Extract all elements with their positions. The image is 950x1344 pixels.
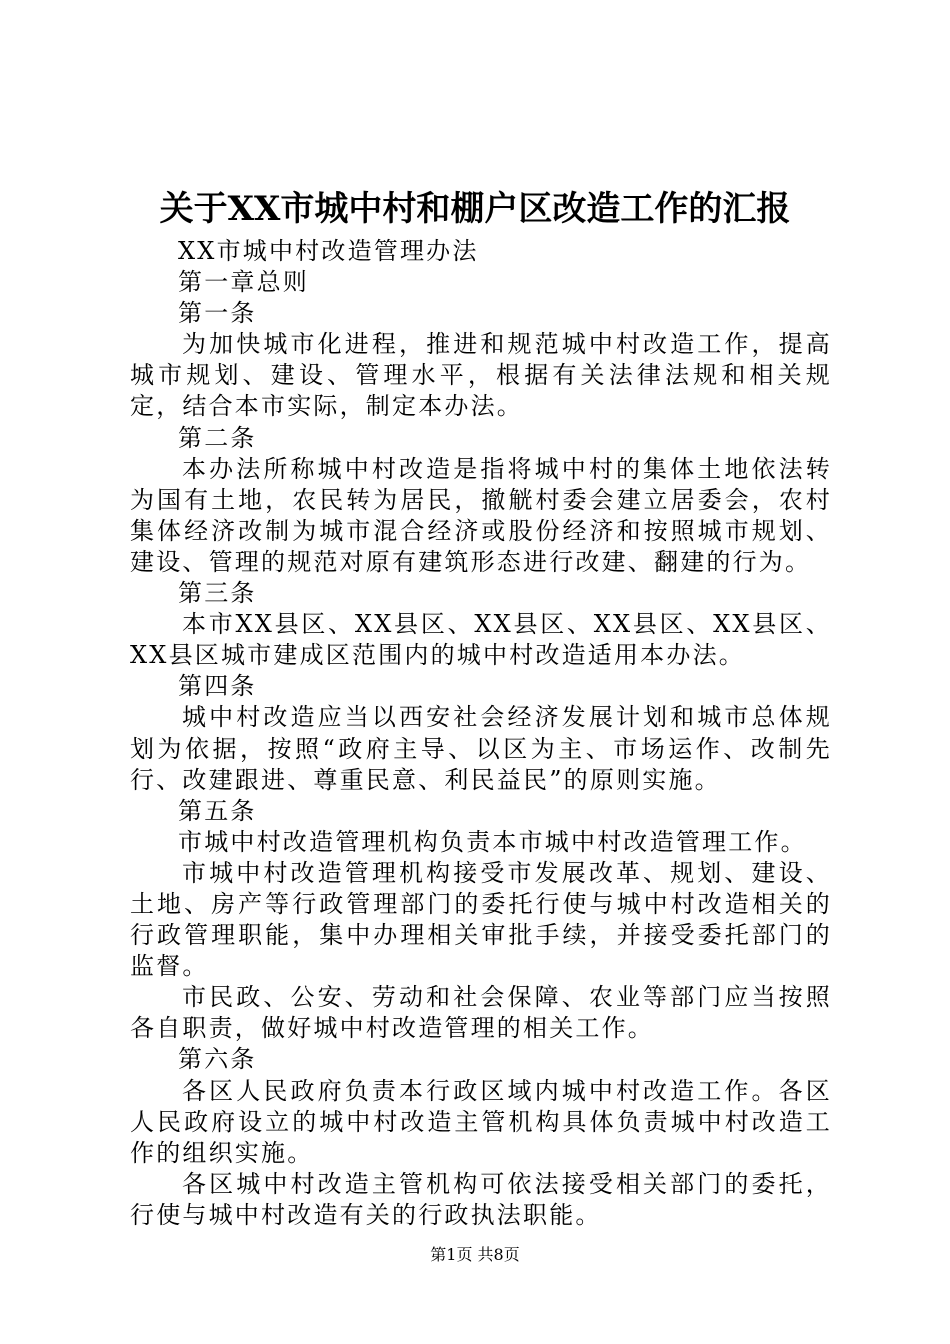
article-heading: 第二条 xyxy=(178,423,257,452)
section-heading: XX市城中村改造管理办法 xyxy=(178,237,479,265)
article-heading: 第六条 xyxy=(178,1045,257,1074)
article-heading: 第一条 xyxy=(178,299,257,328)
body-paragraph: 市城中村改造管理机构接受市发展改革、规划、建设、土地、房产等行政管理部门的委托行使与城中村改造相关的行政管理职能，集中办理相关审批手续，并接受委托部门的监督。 xyxy=(130,858,832,981)
body-paragraph: 本办法所称城中村改造是指将城中村的集体土地依法转为国有土地，农民转为居民，撤觥村委会建立居委会，农村集体经济改制为城市混合经济或股份经济和按照城市规划、建设、管理的规范对原有建筑形态进行改建、翻建的行为。 xyxy=(130,454,832,576)
document-body xyxy=(130,236,832,1231)
body-paragraph: 城中村改造应当以西安社会经济发展计划和城市总体规划为依据，按照“政府主导、以区为主、市场运作、改制先行、改建跟进、尊重民意、利民益民”的原则实施。 xyxy=(130,703,832,794)
article-heading: 第三条 xyxy=(178,579,257,608)
body-paragraph: 各区城中村改造主管机构可依法接受相关部门的委托，行使与城中村改造有关的行政执法职能。 xyxy=(130,1169,832,1229)
body-paragraph: 各区人民政府负责本行政区域内城中村改造工作。各区人民政府设立的城中村改造主管机构具体负责城中村改造工作的组织实施。 xyxy=(130,1076,832,1167)
body-paragraph: 本市XX县区、XX县区、XX县区、XX县区、XX县区、XX县区城市建成区范围内的城中村改造适用本办法。 xyxy=(130,610,832,670)
body-paragraph: 市城中村改造管理机构负责本市城中村改造管理工作。 xyxy=(178,827,807,856)
page-number-footer: 第1页 共8页 xyxy=(430,1245,520,1264)
article-heading: 第四条 xyxy=(178,672,257,701)
body-paragraph: 市民政、公安、劳动和社会保障、农业等部门应当按照各自职责，做好城中村改造管理的相关工作。 xyxy=(130,983,832,1043)
body-paragraph: 为加快城市化进程，推进和规范城中村改造工作，提高城市规划、建设、管理水平，根据有关法律法规和相关规定，结合本市实际，制定本办法。 xyxy=(130,330,832,421)
article-heading: 第五条 xyxy=(178,796,257,825)
document-title: 关于XX市城中村和棚户区改造工作的汇报 xyxy=(159,189,791,229)
chapter-heading: 第一章总则 xyxy=(178,268,309,297)
